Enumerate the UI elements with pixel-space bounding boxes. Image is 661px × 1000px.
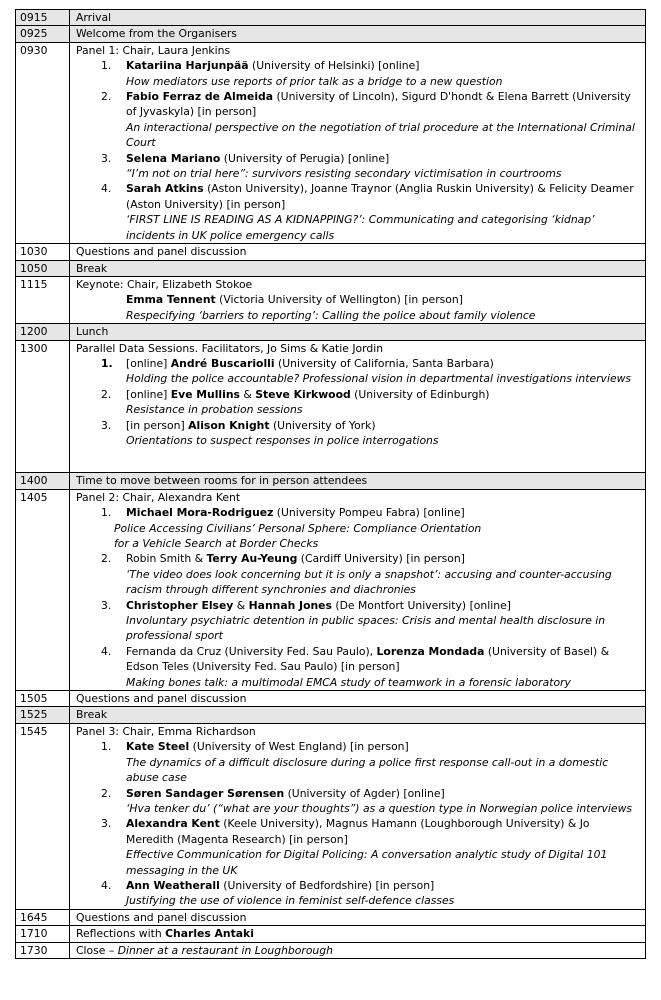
session-cell — [70, 723, 646, 909]
speaker-affiliation: (University of Bedfordshire) [in person] — [219, 878, 435, 892]
list-item — [76, 418, 639, 449]
list-item — [76, 551, 639, 597]
dinner-note: Dinner at a restaurant in Loughborough — [117, 943, 333, 957]
speaker-name: Hannah Jones — [248, 598, 332, 612]
session-heading: Panel 2: Chair, Alexandra Kent — [76, 490, 241, 504]
time-cell: 1525 — [16, 707, 70, 723]
time-cell: 1645 — [16, 909, 70, 925]
schedule-row — [16, 707, 646, 723]
speaker-name: Michael Mora-Rodriguez — [126, 506, 274, 520]
time-cell: 0930 — [16, 42, 70, 243]
time-cell: 0915 — [16, 10, 70, 26]
talk-title: “I’m not on trial here”: survivors resisting secondary victimisation in courtrooms — [126, 167, 562, 181]
speaker-affiliation: (University of York) — [269, 418, 376, 432]
speaker-name: André Buscariolli — [170, 356, 275, 370]
time-cell: 1115 — [16, 276, 70, 323]
session-heading: Panel 1: Chair, Laura Jenkins — [76, 43, 231, 57]
talk-title: How mediators use reports of prior talk as a bridge to a new question — [126, 74, 503, 88]
schedule-row — [16, 723, 646, 909]
speaker-affiliation: (University of Perugia) [online] — [220, 151, 390, 165]
time-cell: 1505 — [16, 691, 70, 707]
speaker-name: Sarah Atkins — [126, 182, 204, 196]
time-cell: 1400 — [16, 473, 70, 489]
time-cell: 1405 — [16, 489, 70, 690]
speaker-name: Søren Sandager Sørensen — [126, 786, 285, 800]
speaker-name: Katariina Harjunpää — [126, 59, 249, 73]
time-cell: 1200 — [16, 324, 70, 340]
schedule-row — [16, 473, 646, 489]
list-item — [76, 878, 639, 909]
time-cell: 1545 — [16, 723, 70, 909]
item-number: 3. — [101, 817, 112, 831]
schedule-row — [16, 926, 646, 942]
item-number: 4. — [101, 878, 112, 892]
session-text: Reflections with — [76, 927, 166, 941]
session-cell: Time to move between rooms for in person attendees — [70, 473, 646, 489]
list-item — [76, 356, 639, 387]
list-item — [76, 598, 639, 644]
item-number: 4. — [101, 182, 112, 196]
talk-title: Police Accessing Civilians’ Personal Sphere: Compliance Orientation — [114, 521, 482, 535]
attendance-mode: [online] — [126, 387, 171, 401]
session-heading: Parallel Data Sessions. Facilitators, Jo Sims & Katie Jordin — [76, 341, 384, 355]
coauthor: Fernanda da Cruz (University Fed. Sau Paulo), — [126, 644, 377, 658]
schedule-row — [16, 909, 646, 925]
schedule-row — [16, 244, 646, 260]
name-separator: & — [239, 387, 256, 401]
talk-title: ‘FIRST LINE IS READING AS A KIDNAPPING?’: Communicating and categorising ‘kidnap’ incidents in UK police emergency calls — [126, 213, 595, 242]
item-number: 1. — [101, 740, 112, 754]
schedule-row — [16, 324, 646, 340]
schedule-row — [16, 260, 646, 276]
list-item — [76, 387, 639, 418]
speaker-name: Kate Steel — [126, 740, 190, 754]
talk-title: Respecifying ‘barriers to reporting’: Calling the police about family violence — [126, 308, 536, 322]
speaker-name: Terry Au-Yeung — [206, 552, 298, 566]
speaker-name: Alexandra Kent — [126, 817, 220, 831]
schedule-row — [16, 340, 646, 473]
schedule-row — [16, 489, 646, 690]
speaker-name: Ann Weatherall — [126, 878, 220, 892]
talk-title: Effective Communication for Digital Policing: A conversation analytic study of Digital 101 messaging in the UK — [126, 848, 608, 877]
list-item — [76, 786, 639, 817]
schedule-row — [16, 691, 646, 707]
schedule-row — [16, 276, 646, 323]
item-number: 1. — [101, 356, 113, 370]
item-number: 2. — [101, 552, 112, 566]
item-number: 1. — [101, 59, 112, 73]
session-cell — [70, 42, 646, 243]
session-cell: Questions and panel discussion — [70, 244, 646, 260]
speaker-name: Lorenza Mondada — [376, 644, 485, 658]
time-cell: 1730 — [16, 942, 70, 958]
speaker-affiliation: (Cardiff University) [in person] — [297, 552, 465, 566]
time-cell: 0925 — [16, 26, 70, 42]
session-cell: Welcome from the Organisers — [70, 26, 646, 42]
talk-title: Orientations to suspect responses in police interrogations — [126, 433, 439, 447]
item-number: 3. — [101, 151, 112, 165]
speaker-name: Selena Mariano — [126, 151, 221, 165]
talk-title: An interactional perspective on the negotiation of trial procedure at the International Criminal Court — [126, 120, 635, 150]
list-item — [76, 644, 639, 690]
speaker-affiliation: (Victoria University of Wellington) [in person] — [215, 293, 463, 307]
session-cell — [70, 276, 646, 323]
session-cell: Break — [70, 260, 646, 276]
session-text: Close – — [76, 943, 118, 957]
schedule-table — [15, 9, 646, 959]
speaker-affiliation: (University of Helsinki) [online] — [248, 59, 420, 73]
item-number: 1. — [101, 506, 112, 520]
session-cell: Arrival — [70, 10, 646, 26]
session-heading: Keynote: Chair, Elizabeth Stokoe — [76, 277, 253, 291]
speaker-name: Christopher Elsey — [126, 598, 234, 612]
list-item — [76, 89, 639, 151]
talk-title: Resistance in probation sessions — [126, 403, 303, 417]
item-number: 4. — [101, 644, 112, 658]
session-cell — [70, 926, 646, 942]
list-item — [76, 816, 639, 878]
talk-title-continued: for a Vehicle Search at Border Checks — [114, 537, 319, 550]
speaker-affiliation: (University Pompeu Fabra) [online] — [273, 506, 465, 520]
item-number: 2. — [101, 387, 112, 401]
talk-title: Making bones talk: a multimodal EMCA study of teamwork in a forensic laboratory — [126, 675, 571, 689]
speaker-name: Emma Tennent — [126, 293, 216, 307]
attendance-mode: [in person] — [126, 418, 189, 432]
name-separator: & — [233, 598, 249, 612]
list-item — [76, 58, 639, 89]
session-cell: Questions and panel discussion — [70, 909, 646, 925]
time-cell: 1300 — [16, 340, 70, 473]
item-number: 3. — [101, 418, 112, 432]
speaker-name: Fabio Ferraz de Almeida — [126, 90, 274, 104]
schedule-row — [16, 26, 646, 42]
speaker-affiliation: (Keele University), Magnus Hamann (Loughborough University) & Jo Meredith (Magenta Research) [in person] — [126, 817, 590, 846]
time-cell: 1030 — [16, 244, 70, 260]
talk-title: ‘Hva tenker du’ (“what are your thoughts”) as a question type in Norwegian police interviews — [126, 801, 633, 815]
schedule-row — [16, 10, 646, 26]
schedule-row — [16, 42, 646, 243]
time-cell: 1710 — [16, 926, 70, 942]
talk-title: Justifying the use of violence in feminist self-defence classes — [126, 894, 455, 908]
speaker-affiliation: (De Montfort University) [online] — [331, 598, 511, 612]
speaker-affiliation: (University of Basel) & Edson Teles (University Fed. Sau Paulo) [in person] — [126, 644, 610, 674]
session-cell: Questions and panel discussion — [70, 691, 646, 707]
speaker-affiliation: (University of Edinburgh) — [350, 387, 490, 401]
speaker-affiliation: (University of Lincoln), Sigurd D'hondt & Elena Barrett (University of Jyvaskyla) [in person] — [126, 90, 631, 119]
session-cell — [70, 340, 646, 473]
talk-title: Involuntary psychiatric detention in public spaces: Crisis and mental health disclosure in professional sport — [126, 614, 606, 643]
schedule-row — [16, 942, 646, 958]
speaker-name: Alison Knight — [188, 418, 270, 432]
item-number: 3. — [101, 598, 112, 612]
list-item — [76, 739, 639, 785]
item-number: 2. — [101, 786, 112, 800]
speaker-name: Steve Kirkwood — [255, 387, 351, 401]
item-number: 2. — [101, 90, 112, 104]
attendance-mode: [online] — [126, 356, 171, 370]
speaker-affiliation: (University of Agder) [online] — [284, 786, 445, 800]
session-cell: Lunch — [70, 324, 646, 340]
session-cell: Break — [70, 707, 646, 723]
session-cell — [70, 942, 646, 958]
talk-title: ‘The video does look concerning but it is only a snapshot’: accusing and counter-accusing racism through different synchronies and diachronies — [126, 567, 612, 597]
list-item — [76, 505, 639, 520]
speaker-affiliation: (University of California, Santa Barbara) — [274, 356, 494, 370]
talk-title: Holding the police accountable? Professional vision in departmental investigations interviews — [126, 372, 632, 386]
coauthor: Robin Smith & — [126, 552, 207, 566]
time-cell: 1050 — [16, 260, 70, 276]
list-item — [76, 151, 639, 182]
speaker-name: Charles Antaki — [165, 927, 254, 941]
speaker-affiliation: (University of West England) [in person] — [189, 740, 409, 754]
session-cell — [70, 489, 646, 690]
session-heading: Panel 3: Chair, Emma Richardson — [76, 724, 256, 738]
list-item — [76, 181, 639, 243]
talk-title: The dynamics of a difficult disclosure during a police first response call-out in a domestic abuse case — [126, 755, 609, 785]
speaker-affiliation: (Aston University), Joanne Traynor (Anglia Ruskin University) & Felicity Deamer (Aston University) [in person] — [126, 182, 634, 211]
speaker-name: Eve Mullins — [170, 387, 240, 401]
